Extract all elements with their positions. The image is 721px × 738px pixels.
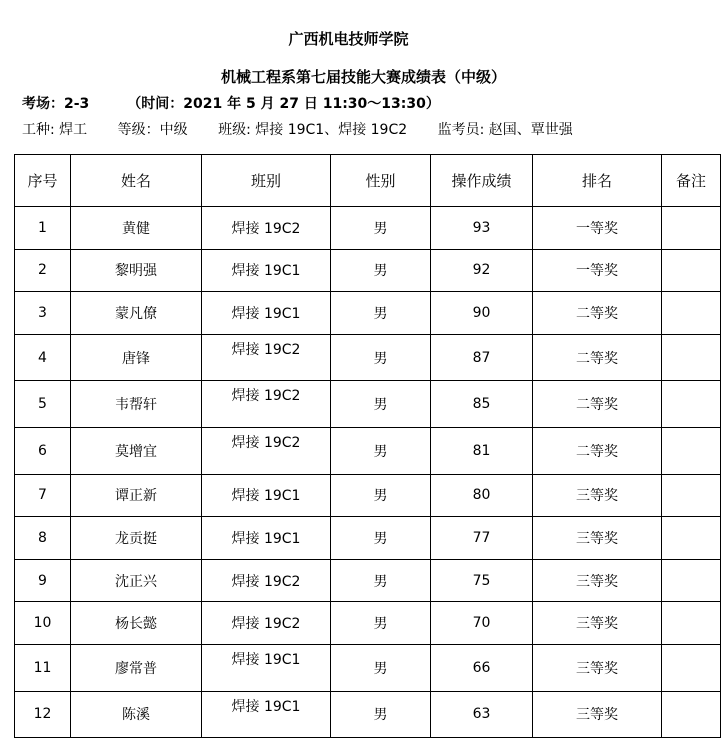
col-header-no: 序号: [15, 155, 71, 207]
cell-no: 2: [15, 249, 71, 292]
cell-rank: 二等奖: [533, 334, 662, 381]
cell-name: 蒙凡僚: [71, 292, 202, 335]
table-row: [15, 334, 721, 381]
cell-score: 87: [431, 334, 533, 381]
cell-note: [662, 559, 721, 602]
cell-class: 焊接 19C1: [202, 474, 331, 517]
cell-no: 1: [15, 207, 71, 250]
table-row: [15, 249, 721, 292]
cell-no: 8: [15, 517, 71, 560]
cell-note: [662, 517, 721, 560]
cell-class: 焊接 19C2: [202, 207, 331, 250]
cell-no: 4: [15, 334, 71, 381]
cell-no: 3: [15, 292, 71, 335]
table-row: [15, 381, 721, 428]
cell-note: [662, 691, 721, 738]
time-label: （时间：2021 年 5 月 27 日 11:30～13:30）: [127, 96, 440, 112]
cell-name: 唐锋: [71, 334, 202, 381]
cell-rank: 一等奖: [533, 249, 662, 292]
cell-name: 杨长懿: [71, 602, 202, 645]
cell-no: 7: [15, 474, 71, 517]
cell-rank: 一等奖: [533, 207, 662, 250]
cell-rank: 三等奖: [533, 691, 662, 738]
cell-rank: 三等奖: [533, 474, 662, 517]
cell-class: 焊接 19C2: [202, 602, 331, 645]
cell-rank: 二等奖: [533, 292, 662, 335]
cell-note: [662, 207, 721, 250]
cell-class: 焊接 19C1: [202, 249, 331, 292]
cell-class: 焊接 19C2: [202, 381, 331, 428]
cell-note: [662, 249, 721, 292]
cell-score: 92: [431, 249, 533, 292]
cell-no: 11: [15, 644, 71, 691]
cell-class: 焊接 19C1: [202, 644, 331, 691]
cell-note: [662, 334, 721, 381]
table-row: [15, 517, 721, 560]
table-header-row: [15, 155, 721, 207]
cell-note: [662, 381, 721, 428]
trade-label: 工种: 焊工: [22, 122, 88, 138]
cell-no: 10: [15, 602, 71, 645]
cell-sex: 男: [331, 559, 431, 602]
school-title: 广西机电技师学院: [288, 30, 409, 48]
cell-sex: 男: [331, 602, 431, 645]
cell-rank: 三等奖: [533, 517, 662, 560]
cell-rank: 三等奖: [533, 602, 662, 645]
table-row: [15, 559, 721, 602]
cell-name: 黄健: [71, 207, 202, 250]
col-header-rank: 排名: [533, 155, 662, 207]
cell-rank: 三等奖: [533, 559, 662, 602]
cell-rank: 二等奖: [533, 381, 662, 428]
level-label: 等级：中级: [117, 122, 188, 138]
score-table: [14, 154, 721, 738]
cell-no: 6: [15, 427, 71, 474]
cell-no: 9: [15, 559, 71, 602]
table-row: [15, 292, 721, 335]
cell-note: [662, 292, 721, 335]
cell-class: 焊接 19C1: [202, 691, 331, 738]
venue-label: 考场：2-3: [22, 96, 90, 112]
sheet-title: 机械工程系第七届技能大赛成绩表（中级）: [220, 68, 506, 86]
cell-sex: 男: [331, 381, 431, 428]
cell-rank: 三等奖: [533, 644, 662, 691]
cell-no: 5: [15, 381, 71, 428]
col-header-name: 姓名: [71, 155, 202, 207]
cell-sex: 男: [331, 292, 431, 335]
cell-class: 焊接 19C2: [202, 559, 331, 602]
cell-name: 谭正新: [71, 474, 202, 517]
cell-sex: 男: [331, 644, 431, 691]
cell-note: [662, 602, 721, 645]
cell-score: 66: [431, 644, 533, 691]
cell-score: 70: [431, 602, 533, 645]
cell-note: [662, 474, 721, 517]
proctors-label: 监考员: 赵国、覃世强: [437, 122, 573, 138]
col-header-sex: 性别: [331, 155, 431, 207]
table-row: [15, 474, 721, 517]
venue-time-line: [22, 93, 440, 113]
cell-name: 陈溪: [71, 691, 202, 738]
cell-name: 莫增宜: [71, 427, 202, 474]
cell-class: 焊接 19C2: [202, 427, 331, 474]
cell-sex: 男: [331, 427, 431, 474]
table-row: [15, 691, 721, 738]
table-row: [15, 427, 721, 474]
cell-class: 焊接 19C1: [202, 517, 331, 560]
cell-name: 龙贡挺: [71, 517, 202, 560]
cell-score: 85: [431, 381, 533, 428]
cell-sex: 男: [331, 207, 431, 250]
cell-score: 77: [431, 517, 533, 560]
cell-score: 63: [431, 691, 533, 738]
cell-note: [662, 427, 721, 474]
cell-rank: 二等奖: [533, 427, 662, 474]
cell-score: 93: [431, 207, 533, 250]
table-row: [15, 207, 721, 250]
exam-info-line: [22, 119, 577, 139]
cell-note: [662, 644, 721, 691]
classes-label: 班级: 焊接 19C1、焊接 19C2: [218, 122, 408, 138]
cell-score: 75: [431, 559, 533, 602]
cell-sex: 男: [331, 691, 431, 738]
table-row: [15, 602, 721, 645]
cell-score: 81: [431, 427, 533, 474]
cell-class: 焊接 19C1: [202, 292, 331, 335]
cell-name: 韦帮轩: [71, 381, 202, 428]
col-header-note: 备注: [662, 155, 721, 207]
cell-score: 80: [431, 474, 533, 517]
cell-name: 黎明强: [71, 249, 202, 292]
col-header-score: 操作成绩: [431, 155, 533, 207]
cell-name: 沈正兴: [71, 559, 202, 602]
col-header-class: 班别: [202, 155, 331, 207]
table-row: [15, 644, 721, 691]
cell-sex: 男: [331, 249, 431, 292]
cell-sex: 男: [331, 474, 431, 517]
cell-class: 焊接 19C2: [202, 334, 331, 381]
cell-sex: 男: [331, 517, 431, 560]
cell-sex: 男: [331, 334, 431, 381]
cell-name: 廖常普: [71, 644, 202, 691]
cell-score: 90: [431, 292, 533, 335]
cell-no: 12: [15, 691, 71, 738]
